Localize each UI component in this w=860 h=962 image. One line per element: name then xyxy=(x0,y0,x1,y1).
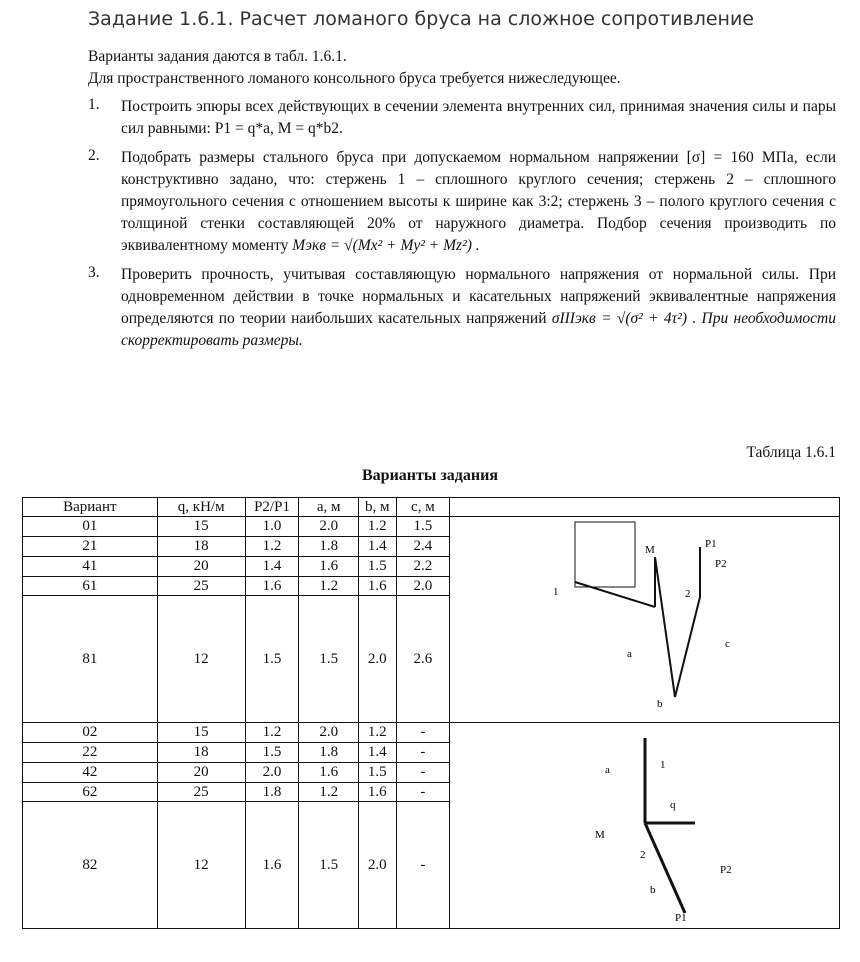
svg-text:a: a xyxy=(626,648,632,660)
header-variant: Вариант xyxy=(23,498,158,517)
header-q: q, кН/м xyxy=(157,498,245,517)
svg-text:M: M xyxy=(644,544,655,556)
svg-text:b: b xyxy=(656,698,663,710)
table-row: 61 25 1.6 1.2 1.6 2.0 xyxy=(23,576,840,596)
diagram-2-cell xyxy=(450,723,840,929)
table-row: 21 18 1.2 1.8 1.4 2.4 xyxy=(23,536,840,556)
svg-text:a: a xyxy=(604,764,610,776)
table-header-row xyxy=(23,498,840,517)
variants-table xyxy=(22,497,840,929)
table-row: 41 20 1.4 1.6 1.5 2.2 xyxy=(23,556,840,576)
header-c: c, м xyxy=(396,498,450,517)
table-row: 01 15 1.0 2.0 1.2 1.5 M P1 P2 1 2 a b c xyxy=(23,517,840,537)
svg-text:P1: P1 xyxy=(674,912,687,923)
requirements-list xyxy=(88,96,836,359)
beam-diagram-2 xyxy=(535,723,755,923)
table-row: 02 15 1.2 2.0 1.2 - a 1 q M 2 P2 b P1 xyxy=(23,723,840,743)
diagram-1-cell xyxy=(450,517,840,723)
table-row: 81 12 1.5 1.5 2.0 2.6 xyxy=(23,596,840,723)
header-b: b, м xyxy=(359,498,396,517)
svg-text:2: 2 xyxy=(639,849,646,861)
svg-text:b: b xyxy=(649,884,656,896)
requirement-3: 3. Проверить прочность, учитывая составляющую нормального напряжения от нормальной силы. При одновременном действии в точке нормальных и касательных напряжений эквивалентные напряжения определяются по теории наибольших касательных напряжений σIIIэкв = √(σ² + 4τ²) . При необходимости скорректировать размеры. xyxy=(88,264,836,349)
table-row: 42 20 2.0 1.6 1.5 - xyxy=(23,762,840,782)
header-ratio: P2/P1 xyxy=(245,498,299,517)
svg-text:P2: P2 xyxy=(714,558,727,570)
header-a: a, м xyxy=(299,498,359,517)
table-row: 22 18 1.5 1.8 1.4 - xyxy=(23,742,840,762)
svg-text:P1: P1 xyxy=(704,538,717,550)
table-row: 62 25 1.8 1.2 1.6 - xyxy=(23,782,840,802)
svg-text:M: M xyxy=(594,829,605,841)
formula-equivalent-stress: σIIIэкв = √(σ² + 4τ²) . При необходимости скорректировать размеры. xyxy=(121,310,836,349)
intro-line-1: Варианты задания даются в табл. 1.6.1. xyxy=(88,48,347,65)
requirement-2: 2. Подобрать размеры стального бруса при допускаемом нормальном напряжении [σ] = 160 МПа, если конструктивно задано, что: стержень 1 – сплошного круглого сечения; стержень 2 – сплошного прямоугольного сечения с отношением высоты к ширине как 3:2; стержень 3 – полого круглого сечения с толщиной стенки составляющей 20% от наружного диаметра. Подбор сечения производить по эквивалентному моменту Mэкв = √(Mx² + My² + Mz²) . xyxy=(88,147,836,254)
beam-diagram-1 xyxy=(535,517,755,717)
svg-text:q: q xyxy=(669,799,676,811)
svg-text:2: 2 xyxy=(684,588,691,600)
svg-text:P2: P2 xyxy=(719,864,732,876)
table-row: 82 12 1.6 1.5 2.0 - xyxy=(23,802,840,929)
intro-line-2: Для пространственного ломаного консольного бруса требуется нижеследующее. xyxy=(88,70,621,87)
svg-text:1: 1 xyxy=(552,586,559,598)
requirement-1: 1. Построить эпюры всех действующих в сечении элемента внутренних сил, принимая значения силы и пары сил равными: P1 = q*a, M = q*b2. xyxy=(88,96,836,137)
formula-equivalent-moment: Mэкв = √(Mx² + My² + Mz²) . xyxy=(292,237,480,254)
table-number: Таблица 1.6.1 xyxy=(746,444,836,461)
page-heading: Задание 1.6.1. Расчет ломаного бруса на сложное сопротивление xyxy=(88,8,754,30)
svg-text:c: c xyxy=(724,638,730,650)
svg-text:1: 1 xyxy=(659,759,666,771)
table-title: Варианты задания xyxy=(362,467,498,484)
